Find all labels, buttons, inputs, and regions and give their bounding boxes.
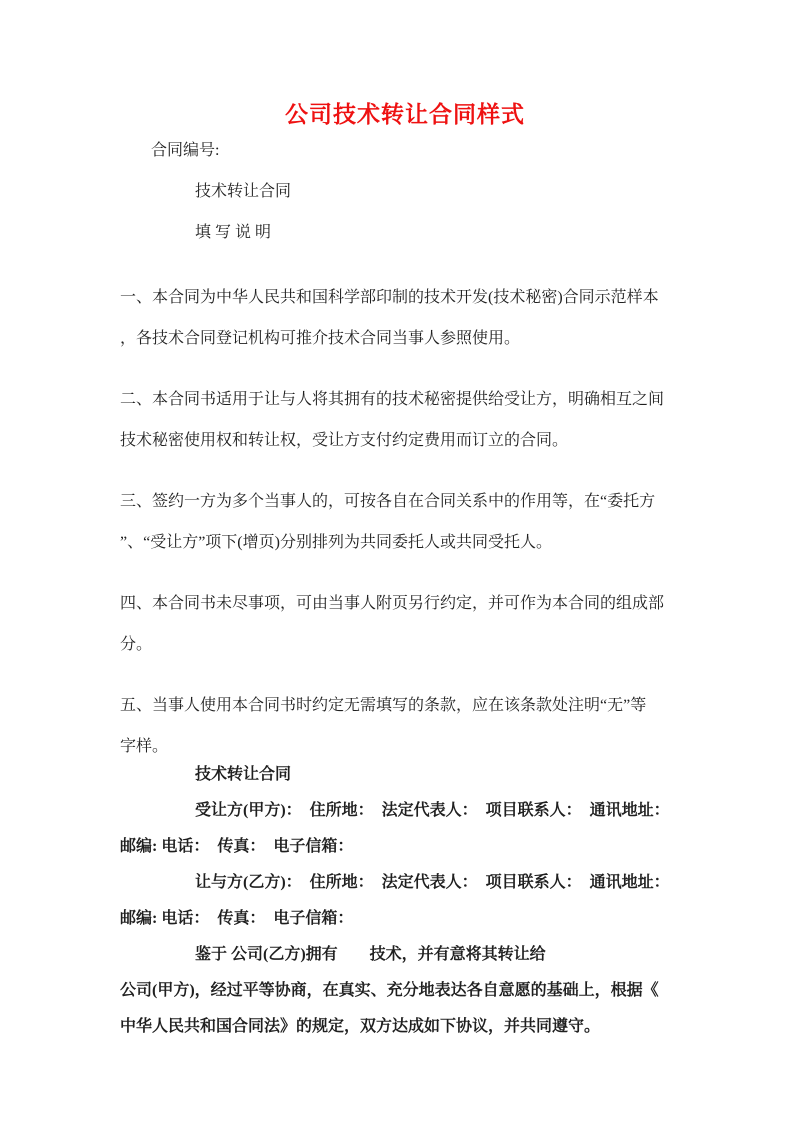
note-line: 分。 bbox=[120, 636, 153, 653]
contract-section-title: 技术转让合同 bbox=[195, 766, 292, 783]
document-title: 公司技术转让合同样式 bbox=[285, 101, 525, 127]
whereas-line: 公司(甲方)，经过平等协商，在真实、充分地表达各自意愿的基础上，根据《 bbox=[120, 982, 659, 999]
party-b-block bbox=[120, 865, 690, 937]
document-subtitle: 技术转让合同 bbox=[195, 183, 292, 200]
note-line: 四、本合同书未尽事项，可由当事人附页另行约定，并可作为本合同的组成部 bbox=[120, 595, 665, 612]
note-line: ，各技术合同登记机构可推介技术合同当事人参照使用。 bbox=[120, 330, 521, 347]
note-paragraph-4 bbox=[120, 583, 690, 665]
party-a-line: 邮编: 电话： 传真： 电子信箱： bbox=[120, 838, 354, 855]
note-paragraph-5 bbox=[120, 685, 690, 767]
party-a-line: 受让方(甲方)： 住所地： 法定代表人： 项目联系人： 通讯地址： bbox=[195, 802, 670, 819]
contract-number-label: 合同编号: bbox=[151, 142, 220, 159]
note-line: 技术秘密使用权和转让权，受让方支付约定费用而订立的合同。 bbox=[120, 432, 569, 449]
whereas-line: 中华人民共和国合同法》的规定，双方达成如下协议，并共同遵守。 bbox=[120, 1018, 601, 1035]
whereas-line: 鉴于 公司(乙方)拥有 技术，并有意将其转让给 bbox=[195, 946, 546, 963]
note-line: 三、签约一方为多个当事人的，可按各自在合同关系中的作用等，在“委托方 bbox=[120, 493, 656, 510]
note-line: 五、当事人使用本合同书时约定无需填写的条款，应在该条款处注明“无”等 bbox=[120, 697, 647, 714]
note-paragraph-1 bbox=[120, 277, 690, 359]
note-line: 一、本合同为中华人民共和国科学部印制的技术开发(技术秘密)合同示范样本 bbox=[120, 289, 659, 306]
fill-instructions-heading: 填 写 说 明 bbox=[195, 224, 272, 241]
note-line: 二、本合同书适用于让与人将其拥有的技术秘密提供给受让方，明确相互之间 bbox=[120, 391, 665, 408]
party-a-block bbox=[120, 793, 690, 865]
party-b-line: 让与方(乙方)： 住所地： 法定代表人： 项目联系人： 通讯地址： bbox=[195, 874, 670, 891]
contract-body-section bbox=[120, 757, 690, 1045]
party-b-line: 邮编: 电话： 传真： 电子信箱： bbox=[120, 910, 354, 927]
whereas-block bbox=[120, 937, 690, 1045]
note-line: 字样。 bbox=[120, 738, 169, 755]
note-line: ”、“受让方”项下(增页)分别排列为共同委托人或共同受托人。 bbox=[120, 534, 552, 551]
note-paragraph-2 bbox=[120, 379, 690, 461]
note-paragraph-3 bbox=[120, 481, 690, 563]
